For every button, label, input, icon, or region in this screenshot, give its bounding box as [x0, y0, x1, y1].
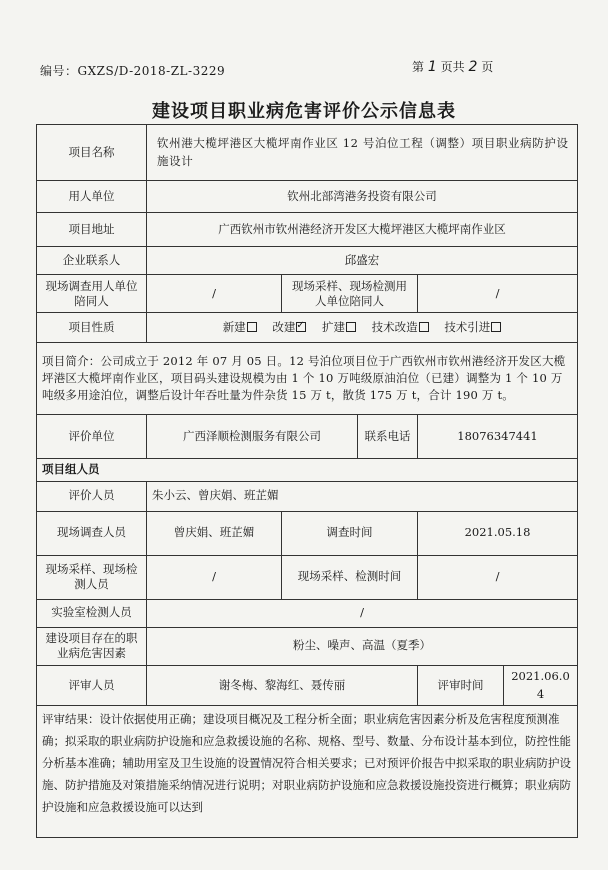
phone-value: 18076347441 [418, 415, 578, 459]
option-expand-label: 扩建 [322, 319, 345, 334]
row-review-result [37, 706, 578, 838]
option-rebuild-label: 改建 [272, 319, 296, 334]
survey-time-value: 2021.05.18 [418, 511, 578, 555]
checkbox-icon[interactable] [491, 322, 501, 332]
option-expand[interactable] [322, 320, 356, 334]
checkbox-icon[interactable] [419, 322, 429, 332]
address-value: 广西钦州市钦州港经济开发区大榄坪港区大榄坪南作业区 [147, 213, 578, 247]
page-total: 2 [468, 59, 478, 75]
page-indicator [412, 58, 493, 75]
hazards-value: 粉尘、噪声、高温（夏季） [147, 627, 578, 665]
survey-time-label: 调查时间 [282, 511, 418, 555]
address-label: 项目地址 [37, 213, 147, 247]
row-survey [37, 511, 578, 555]
site-sampling-accompany-label: 现场采样、现场检测用人单位陪同人 [282, 275, 418, 313]
page-current: 1 [427, 59, 437, 75]
hazards-label: 建设项目存在的职业病危害因素 [37, 627, 147, 665]
option-new[interactable] [223, 320, 257, 334]
option-rebuild[interactable] [272, 320, 306, 334]
site-survey-accompany-value: / [147, 275, 282, 313]
site-sampling-accompany-value: / [418, 275, 578, 313]
row-nature [37, 313, 578, 343]
reviewers-label: 评审人员 [37, 665, 147, 706]
nature-label: 项目性质 [37, 313, 147, 343]
row-evaluator [37, 415, 578, 459]
sampling-time-label: 现场采样、检测时间 [282, 555, 418, 599]
phone-label: 联系电话 [358, 415, 418, 459]
checkbox-checked-icon[interactable] [296, 322, 306, 332]
sampling-time-value: / [418, 555, 578, 599]
site-survey-accompany-label: 现场调查用人单位陪同人 [37, 275, 147, 313]
sampling-staff-label: 现场采样、现场检测人员 [37, 555, 147, 599]
contact-value: 邱盛宏 [147, 247, 578, 275]
checkbox-icon[interactable] [247, 322, 257, 332]
contact-label: 企业联系人 [37, 247, 147, 275]
evaluator-value: 广西泽顺检测服务有限公司 [147, 415, 358, 459]
option-tech-import[interactable] [444, 320, 501, 334]
info-table [36, 124, 578, 838]
lab-staff-value: / [147, 599, 578, 627]
reviewers-value: 谢冬梅、黎海红、聂传丽 [147, 665, 418, 706]
option-tech-import-label: 技术引进 [444, 319, 491, 334]
row-employer [37, 181, 578, 213]
page-mid: 页共 [440, 60, 465, 74]
sampling-staff-value: / [147, 555, 282, 599]
row-evaluators [37, 481, 578, 511]
review-result: 评审结果：设计依据使用正确；建设项目概况及工程分析全面；职业病危害因素分析及危害程度预测准确；拟采取的职业病防护设施和应急救援设施的名称、规格、型号、数量、分布设计基本到位，防控性能分析基本准确；辅助用室及卫生设施的设置情况符合相关要求；已对预评价报告中拟采取的职业病防护设施、防护措施及对策措施采纳情况进行说明；对职业病防护设施和应急救援设施投资进行概算；职业病防护设施和应急救援设施可以达到 [37, 706, 578, 838]
nature-options [147, 313, 578, 343]
project-name-label: 项目名称 [37, 125, 147, 181]
row-accompany [37, 275, 578, 313]
document-number: 编号：GXZS/D-2018-ZL-3229 [40, 64, 226, 78]
employer-value: 钦州北部湾港务投资有限公司 [147, 181, 578, 213]
project-name-value: 钦州港大榄坪港区大榄坪南作业区 12 号泊位工程（调整）项目职业病防护设施设计 [147, 125, 578, 181]
row-hazards [37, 627, 578, 665]
review-time-label: 评审时间 [418, 665, 504, 706]
row-lab [37, 599, 578, 627]
row-project-name [37, 125, 578, 181]
checkbox-icon[interactable] [346, 322, 356, 332]
page-suffix: 页 [481, 60, 494, 74]
row-review [37, 665, 578, 706]
page-prefix: 第 [412, 60, 425, 74]
team-header: 项目组人员 [37, 459, 578, 482]
row-team-header [37, 459, 578, 482]
evaluators-label: 评价人员 [37, 481, 147, 511]
row-sampling [37, 555, 578, 599]
option-new-label: 新建 [222, 319, 246, 334]
option-tech-upgrade[interactable] [372, 320, 429, 334]
page-title: 建设项目职业病危害评价公示信息表 [152, 101, 456, 122]
option-tech-upgrade-label: 技术改造 [371, 319, 418, 334]
row-address [37, 213, 578, 247]
project-summary: 项目简介：公司成立于 2012 年 07 月 05 日。12 号泊位项目位于广西钦州市钦州港经济开发区大榄坪港区大榄坪南作业区，项目码头建设规模为由 1 个 10 万吨级原油泊位（已建）调整为 1 个 10 万吨级多用途泊位，调整后设计年吞吐量为件杂货 15 万 t，散货 175 万 t，合计 190 万 t。 [37, 343, 578, 415]
row-contact [37, 247, 578, 275]
evaluators-value: 朱小云、曾庆娟、班芷媚 [147, 481, 578, 511]
survey-staff-label: 现场调查人员 [37, 511, 147, 555]
survey-staff-value: 曾庆娟、班芷媚 [147, 511, 282, 555]
employer-label: 用人单位 [37, 181, 147, 213]
lab-staff-label: 实验室检测人员 [37, 599, 147, 627]
review-time-value: 2021.06.04 [504, 665, 578, 706]
evaluator-label: 评价单位 [37, 415, 147, 459]
row-summary [37, 343, 578, 415]
